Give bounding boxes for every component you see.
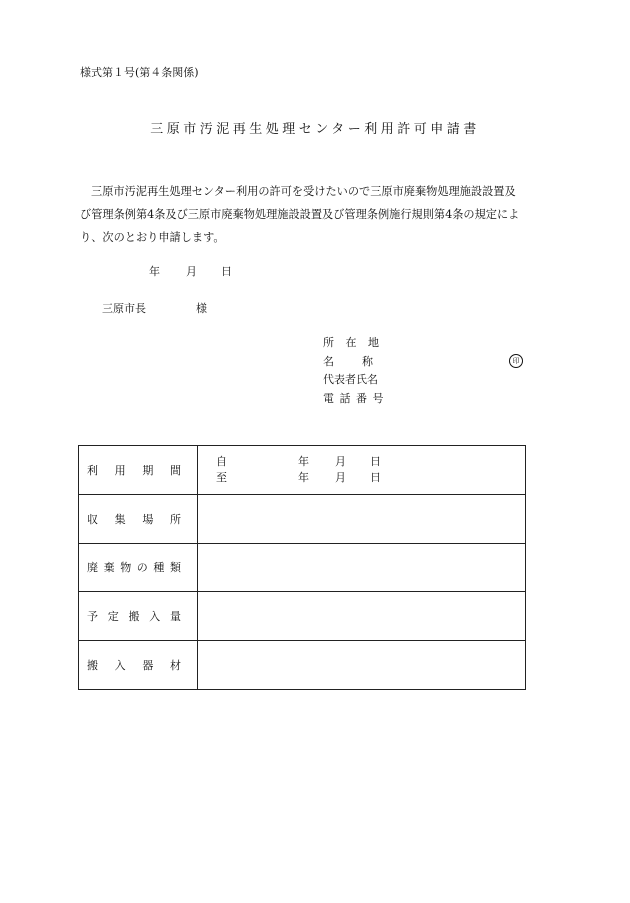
addressee-mayor: 三原市長 [102,302,146,315]
statement-line-2: び管理条例第4条及び三原市廃棄物処理施設設置及び管理条例施行規則第4条の規定によ [80,208,520,221]
period-from: 自 [216,454,227,468]
application-details-table [78,445,526,690]
planned-volume-label-cell [79,592,198,641]
equipment-value-cell[interactable] [198,641,526,690]
period-label-cell [79,446,198,495]
period-to: 至 [216,470,227,484]
waste-type-label [87,559,181,575]
date-day: 日 [221,265,232,278]
row-label: 利 用 期 間 [87,463,181,477]
equipment-label-cell [79,641,198,690]
addressee-honorific: 様 [196,302,207,315]
applicant-location-label: 所 在 地 [323,336,383,349]
period-value-cell[interactable] [198,446,526,495]
period-label [87,462,181,478]
period-from-year: 年 [298,454,309,468]
application-statement [80,180,552,249]
statement-line-1: 三原市汚泥再生処理センター利用の許可を受けたいので三原市廃棄物処理施設設置及 [91,185,516,198]
row-label: 廃 棄 物 の 種 類 [87,561,181,575]
planned-volume-value-cell[interactable] [198,592,526,641]
table-row [79,543,526,592]
applicant-representative-label: 代表者氏名 [323,373,378,386]
period-to-month: 月 [335,470,346,484]
applicant-name-label: 名 称 [323,354,375,368]
statement-line-3: り、次のとおり申請します。 [80,231,225,244]
table-row [79,446,526,495]
period-from-month: 月 [335,454,346,468]
period-to-day: 日 [370,470,381,484]
collection-place-label [87,511,181,527]
period-to-year: 年 [298,470,309,484]
waste-type-value-cell[interactable] [198,543,526,592]
date-year: 年 [149,265,160,278]
collection-place-value-cell[interactable] [198,494,526,543]
period-values [198,450,525,490]
collection-place-label-cell [79,494,198,543]
planned-volume-label [87,608,181,624]
applicant-phone-label: 電 話 番 号 [323,391,385,405]
row-label: 予 定 搬 入 量 [87,610,181,624]
date-month: 月 [186,265,197,278]
seal-mark: 印 [509,354,523,368]
row-label: 収 集 場 所 [87,512,181,526]
table-row [79,641,526,690]
form-number: 様式第１号(第４条関係) [80,66,199,79]
form-title: 三原市汚泥再生処理センター利用許可申請書 [150,122,480,137]
applicant-block [323,334,385,408]
table-row [79,494,526,543]
table-row [79,592,526,641]
waste-type-label-cell [79,543,198,592]
row-label: 搬 入 器 材 [87,659,181,673]
period-from-day: 日 [370,454,381,468]
equipment-label [87,657,181,673]
